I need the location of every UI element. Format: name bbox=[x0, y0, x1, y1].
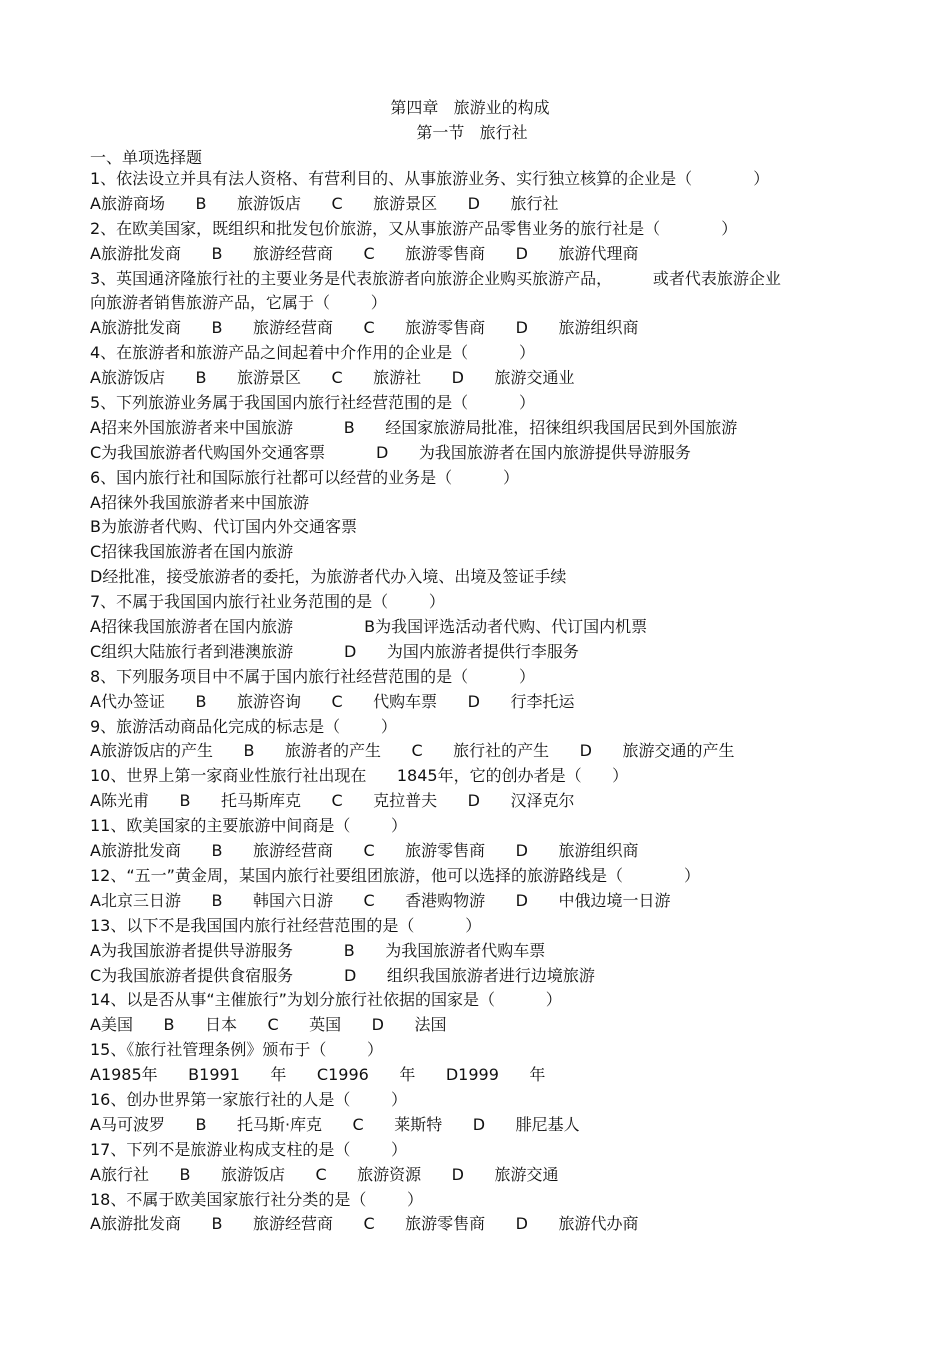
question-line: 18、不属于欧美国家旅行社分类的是（ ） bbox=[90, 1189, 424, 1209]
option-line: C招徕我国旅游者在国内旅游 bbox=[90, 542, 294, 562]
option-line: B为旅游者代购、代订国内外交通客票 bbox=[90, 517, 357, 537]
question-line: 5、下列旅游业务属于我国国内旅行社经营范围的是（ ） bbox=[90, 393, 536, 413]
option-line: A马可波罗 B 托马斯·库克 C 莱斯特 D 腓尼基人 bbox=[90, 1114, 580, 1134]
question-line: 6、国内旅行社和国际旅行社都可以经营的业务是（ ） bbox=[90, 467, 520, 487]
option-line: C为我国旅游者提供食宿服务 D 组织我国旅游者进行边境旅游 bbox=[90, 965, 595, 985]
part-heading: 一、单项选择题 bbox=[90, 148, 203, 167]
question-line: 7、不属于我国国内旅行社业务范围的是（ ） bbox=[90, 592, 445, 612]
option-line: A北京三日游 B 韩国六日游 C 香港购物游 D 中俄边境一日游 bbox=[90, 890, 671, 910]
option-line: C组织大陆旅行者到港澳旅游 D 为国内旅游者提供行李服务 bbox=[90, 641, 579, 661]
question-list bbox=[90, 167, 870, 1237]
option-line: A招徕我国旅游者在国内旅游 B为我国评选活动者代购、代订国内机票 bbox=[90, 617, 648, 637]
question-line: 4、在旅游者和旅游产品之间起着中介作用的企业是（ ） bbox=[90, 343, 536, 363]
option-line: A招徕外我国旅游者来中国旅游 bbox=[90, 492, 309, 512]
question-line: 12、“五一”黄金周，某国内旅行社要组团旅游，他可以选择的旅游路线是（ ） bbox=[90, 865, 700, 885]
question-line: 3、英国通济隆旅行社的主要业务是代表旅游者向旅游企业购买旅游产品， 或者代表旅游企业 bbox=[90, 268, 781, 288]
option-line: A旅游批发商 B 旅游经营商 C 旅游零售商 D 旅游代理商 bbox=[90, 243, 639, 263]
question-line: 17、下列不是旅游业构成支柱的是（ ） bbox=[90, 1139, 408, 1159]
option-line: A旅游批发商 B 旅游经营商 C 旅游零售商 D 旅游代办商 bbox=[90, 1214, 639, 1234]
option-line: A旅游批发商 B 旅游经营商 C 旅游零售商 D 旅游组织商 bbox=[90, 318, 639, 338]
option-line: A旅游商场 B 旅游饭店 C 旅游景区 D 旅行社 bbox=[90, 193, 559, 213]
option-line: A旅游批发商 B 旅游经营商 C 旅游零售商 D 旅游组织商 bbox=[90, 841, 639, 861]
question-line: 14、以是否从事“主催旅行”为划分旅行社依据的国家是（ ） bbox=[90, 990, 562, 1010]
option-line: C为我国旅游者代购国外交通客票 D 为我国旅游者在国内旅游提供导游服务 bbox=[90, 442, 691, 462]
question-line: 向旅游者销售旅游产品，它属于（ ） bbox=[90, 293, 387, 313]
question-line: 9、旅游活动商品化完成的标志是（ ） bbox=[90, 716, 397, 736]
option-line: D经批准，接受旅游者的委托，为旅游者代办入境、出境及签证手续 bbox=[90, 567, 567, 587]
option-line: A为我国旅游者提供导游服务 B 为我国旅游者代购车票 bbox=[90, 940, 546, 960]
option-line: A代办签证 B 旅游咨询 C 代购车票 D 行李托运 bbox=[90, 691, 575, 711]
option-line: A旅游饭店 B 旅游景区 C 旅游社 D 旅游交通业 bbox=[90, 368, 575, 388]
question-line: 16、创办世界第一家旅行社的人是（ ） bbox=[90, 1089, 408, 1109]
question-line: 10、世界上第一家商业性旅行社出现在 1845年，它的创办者是（ ） bbox=[90, 766, 629, 786]
option-line: A1985年 B1991 年 C1996 年 D1999 年 bbox=[90, 1065, 546, 1085]
option-line: A招来外国旅游者来中国旅游 B 经国家旅游局批准，招徕组织我国居民到外国旅游 bbox=[90, 417, 738, 437]
option-line: A旅游饭店的产生 B 旅游者的产生 C 旅行社的产生 D 旅游交通的产生 bbox=[90, 741, 735, 761]
option-line: A美国 B 日本 C 英国 D 法国 bbox=[90, 1015, 447, 1035]
question-line: 8、下列服务项目中不属于国内旅行社经营范围的是（ ） bbox=[90, 666, 536, 686]
option-line: A陈光甫 B 托马斯库克 C 克拉普夫 D 汉泽克尔 bbox=[90, 791, 575, 811]
question-line: 1、依法设立并具有法人资格、有营利目的、从事旅游业务、实行独立核算的企业是（ ） bbox=[90, 169, 770, 188]
question-line: 13、以下不是我国国内旅行社经营范围的是（ ） bbox=[90, 915, 482, 935]
question-line: 11、欧美国家的主要旅游中间商是（ ） bbox=[90, 816, 408, 836]
question-line: 15、《旅行社管理条例》颁布于（ ） bbox=[90, 1040, 384, 1060]
option-line: A旅行社 B 旅游饭店 C 旅游资源 D 旅游交通 bbox=[90, 1164, 559, 1184]
chapter-title: 第四章 旅游业的构成 bbox=[390, 98, 550, 117]
question-line: 2、在欧美国家，既组织和批发包价旅游，又从事旅游产品零售业务的旅行社是（ ） bbox=[90, 218, 738, 238]
section-title: 第一节 旅行社 bbox=[416, 123, 528, 142]
